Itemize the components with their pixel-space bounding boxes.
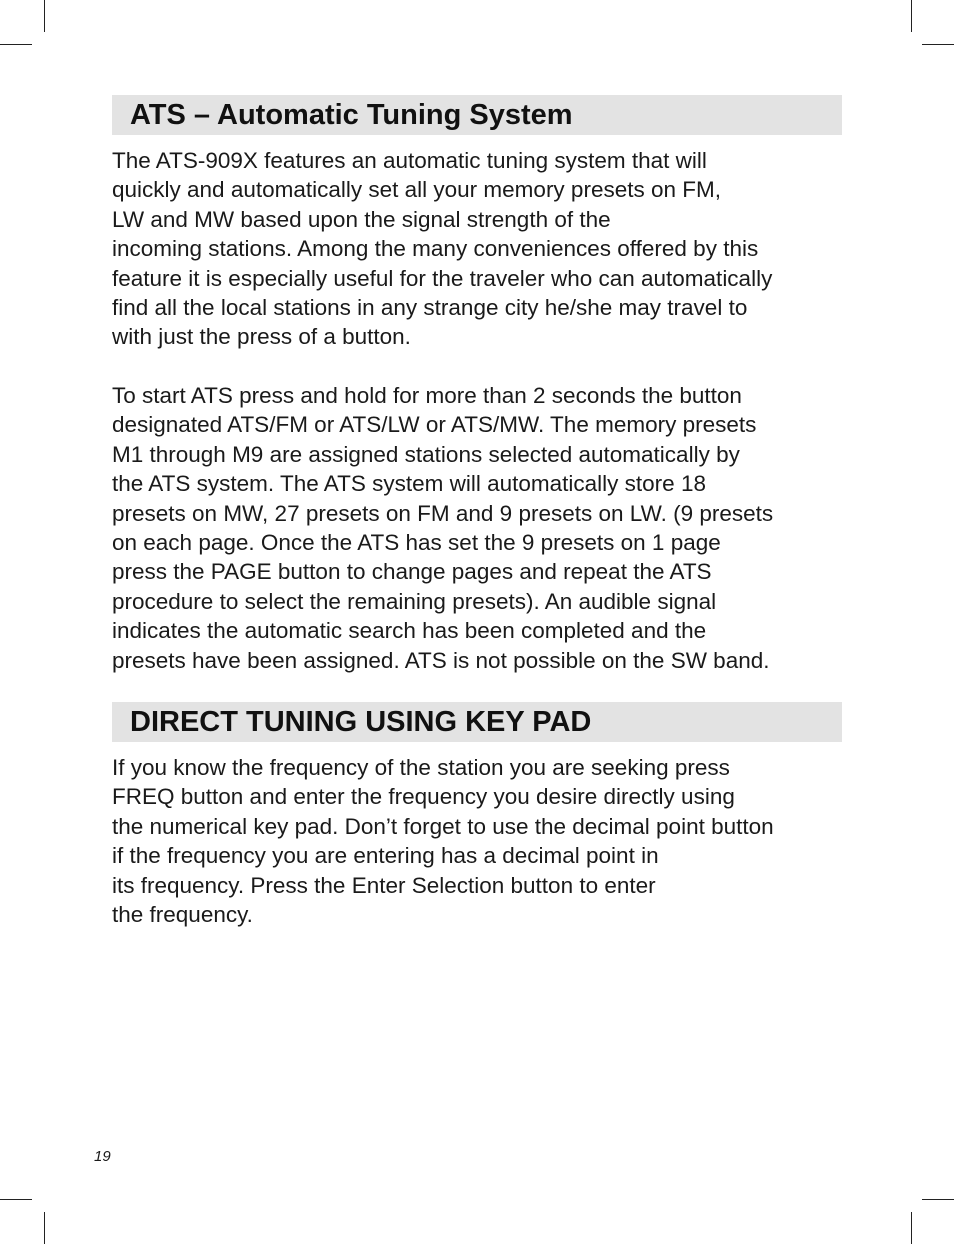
ats-intro-paragraph	[112, 146, 852, 352]
text-line: indicates the automatic search has been completed and the	[112, 618, 707, 644]
text-line: FREQ button and enter the frequency you desire directly using	[112, 784, 735, 810]
text-line: quickly and automatically set all your memory presets on FM,	[112, 177, 721, 203]
text-line: its frequency. Press the Enter Selection button to enter	[112, 872, 656, 898]
text-line: feature it is especially useful for the traveler who can automatically	[112, 265, 773, 291]
text-line: The ATS-909X features an automatic tuning system that will	[112, 148, 707, 173]
text-line: find all the local stations in any strange city he/she may travel to	[112, 295, 748, 321]
text-line: with just the press of a button.	[112, 324, 411, 350]
text-line: on each page. Once the ATS has set the 9 presets on 1 page	[112, 530, 721, 556]
text-line: the frequency.	[112, 902, 253, 928]
crop-mark	[0, 1199, 32, 1200]
crop-mark	[911, 1212, 912, 1244]
text-line: LW and MW based upon the signal strength of the	[112, 206, 611, 232]
text-line: if the frequency you are entering has a decimal point in	[112, 843, 659, 869]
text-line: To start ATS press and hold for more than 2 seconds the button	[112, 383, 742, 408]
text-line: procedure to select the remaining presets). An audible signal	[112, 588, 717, 614]
crop-mark	[44, 0, 45, 32]
direct-tuning-paragraph	[112, 753, 852, 929]
crop-mark	[922, 1199, 954, 1200]
crop-mark	[911, 0, 912, 32]
crop-mark	[0, 44, 32, 45]
crop-mark	[922, 44, 954, 45]
crop-mark	[44, 1212, 45, 1244]
page-number: 19	[94, 1148, 111, 1165]
text-line: press the PAGE button to change pages and repeat the ATS	[112, 559, 712, 585]
text-line: the ATS system. The ATS system will automatically store 18	[112, 471, 706, 497]
text-line: incoming stations. Among the many conveniences offered by this	[112, 236, 759, 262]
section-heading-ats: ATS – Automatic Tuning System	[112, 95, 842, 135]
text-line: presets have been assigned. ATS is not possible on the SW band.	[112, 647, 770, 673]
text-line: designated ATS/FM or ATS/LW or ATS/MW. The memory presets	[112, 412, 757, 438]
text-line: presets on MW, 27 presets on FM and 9 presets on LW. (9 presets	[112, 500, 774, 526]
text-line: the numerical key pad. Don’t forget to use the decimal point button	[112, 813, 774, 839]
section-heading-direct-tuning: DIRECT TUNING USING KEY PAD	[112, 702, 842, 742]
ats-instructions-paragraph	[112, 381, 852, 675]
text-line: If you know the frequency of the station you are seeking press	[112, 755, 730, 780]
text-line: M1 through M9 are assigned stations selected automatically by	[112, 441, 740, 467]
